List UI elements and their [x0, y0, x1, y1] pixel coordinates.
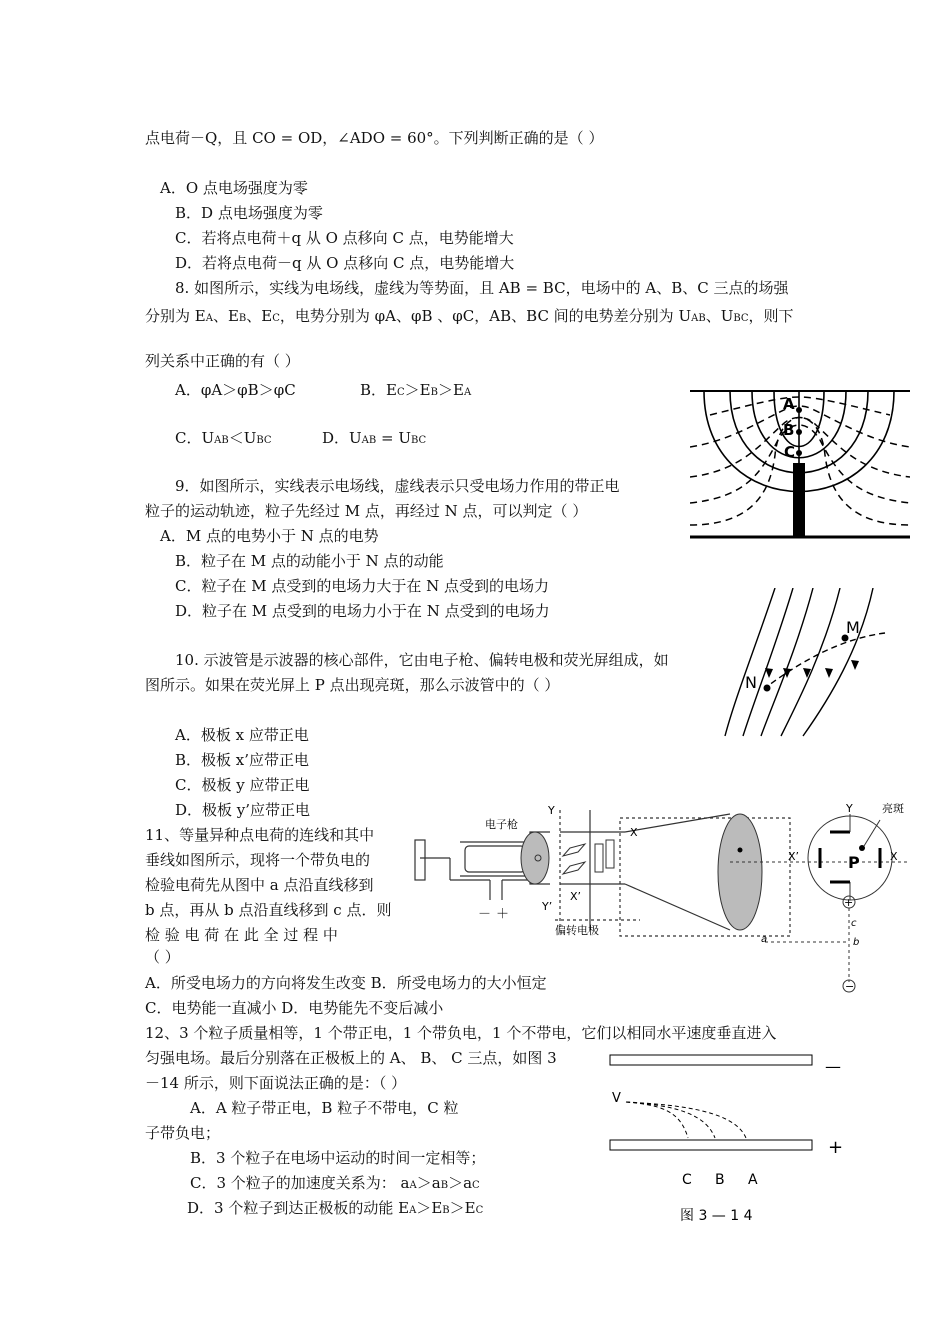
q11-stem-line2: 垂线如图所示，现将一个带负电的 [145, 851, 371, 869]
point-b-label: b [853, 937, 860, 948]
q12-stem-line3: －14 所示，则下面说法正确的是：（ ） [145, 1074, 407, 1092]
screen-y-label: Y [846, 802, 853, 815]
q9-option-c: C．粒子在 M 点受到的电场力大于在 N 点受到的电场力 [175, 577, 550, 595]
q9-option-a: A．M 点的电势小于 N 点的电势 [160, 527, 379, 545]
q7-option-a: A．O 点电场强度为零 [160, 179, 308, 197]
q10-option-c: C．极板 y 应带正电 [175, 776, 310, 794]
q8-stem-line2: 分别为 EA、EB、EC，电势分别为 φA、φB 、φC，AB、BC 间的电势差分别为 UAB、UBC，则下 [145, 307, 794, 325]
q12-option-c: C．3 个粒子的加速度关系为： aA＞aB＞aC [190, 1174, 480, 1192]
q12-stem-line1: 12、3 个粒子质量相等，1 个带正电，1 个带负电，1 个不带电，它们以相同水平速度垂直进入 [145, 1024, 777, 1042]
field-lines-figure [690, 385, 910, 547]
positive-plate-label: + [828, 1137, 844, 1158]
point-b-label: B [715, 1172, 725, 1188]
parallel-plates-figure [600, 1050, 860, 1240]
q9-stem-line2: 粒子的运动轨迹，粒子先经过 M 点，再经过 N 点，可以判定（ ） [145, 502, 588, 520]
q9-stem-line1: 9．如图所示，实线表示电场线，虚线表示只受电场力作用的带正电 [175, 477, 620, 495]
q10-option-d: D．极板 y’应带正电 [175, 801, 311, 819]
q10-option-a: A．极板 x 应带正电 [175, 726, 309, 744]
q7-option-d: D．若将点电荷－q 从 O 点移向 C 点，电势能增大 [175, 254, 515, 272]
q12-stem-line2: 匀强电场。最后分别落在正极板上的 A、 B、 C 三点，如图 3 [145, 1049, 557, 1067]
electron-gun-label: 电子枪 [485, 818, 518, 831]
screen-x-label: X [890, 850, 898, 863]
q11-options-ab: A．所受电场力的方向将发生改变 B．所受电场力的大小恒定 [145, 974, 547, 992]
screen-x-prime-label: X’ [788, 850, 800, 863]
dipole-figure [755, 890, 865, 1000]
bright-spot-label: 亮斑 [882, 802, 904, 815]
q8-stem-line3: 列关系中正确的有（ ） [145, 352, 300, 370]
q12-option-a-line2: 子带负电； [145, 1124, 221, 1142]
q11-stem-line5: 检 验 电 荷 在 此 全 过 程 中 [145, 926, 338, 944]
q7-stem-line: 点电荷－Q，且 CO = OD，∠ADO = 60°。下列判断正确的是（ ） [145, 129, 604, 147]
positive-charge-label: + [844, 896, 854, 909]
q11-options-cd: C．电势能一直减小 D．电势能先不变后减小 [145, 999, 444, 1017]
q12-option-d: D．3 个粒子到达正极板的动能 EA＞EB＞EC [187, 1199, 484, 1217]
point-b-label: B [783, 421, 795, 439]
trajectory-figure [715, 588, 895, 738]
minus-sign: － [478, 907, 492, 922]
point-m-label: M [846, 618, 860, 637]
q8-option-d: D．UAB = UBC [322, 429, 427, 447]
plus-sign: ＋ [496, 907, 510, 922]
x-prime-label: X’ [570, 890, 582, 903]
q11-stem-line6: （ ） [145, 948, 180, 966]
figure-caption: 图 3 — 1 4 [680, 1208, 753, 1224]
point-a-label: a [761, 934, 768, 945]
y-prime-label: Y’ [542, 900, 553, 913]
q9-option-b: B．粒子在 M 点的动能小于 N 点的动能 [175, 552, 444, 570]
q8-option-b: B．EC＞EB＞EA [360, 381, 472, 399]
q12-option-a-line1: A．A 粒子带正电，B 粒子不带电，C 粒 [190, 1099, 459, 1117]
velocity-label: V [612, 1091, 621, 1106]
deflection-label: 偏转电极 [555, 924, 599, 937]
point-c-label: C [784, 443, 796, 461]
q9-option-d: D．粒子在 M 点受到的电场力小于在 N 点受到的电场力 [175, 602, 550, 620]
q8-stem-line1: 8. 如图所示，实线为电场线，虚线为等势面，且 AB = BC，电场中的 A、B、C 三点的场强 [175, 279, 789, 297]
q11-stem-line3: 检验电荷先从图中 a 点沿直线移到 [145, 876, 374, 894]
q10-stem-line2: 图所示。如果在荧光屏上 P 点出现亮斑，那么示波管中的（ ） [145, 676, 560, 694]
point-c-label: C [682, 1172, 692, 1188]
q7-option-b: B．D 点电场强度为零 [175, 204, 323, 222]
point-a-label: A [748, 1172, 758, 1188]
negative-charge-label: − [845, 980, 855, 993]
point-p-label: P [848, 853, 860, 872]
q10-stem-line1: 10. 示波管是示波器的核心部件，它由电子枪、偏转电极和荧光屏组成，如 [175, 651, 669, 669]
point-n-label: N [745, 673, 757, 692]
negative-plate-label: — [825, 1057, 841, 1076]
x-label: X [630, 826, 638, 839]
q7-option-c: C．若将点电荷＋q 从 O 点移向 C 点，电势能增大 [175, 229, 514, 247]
q8-option-c: C．UAB＜UBC [175, 429, 272, 447]
q8-option-a: A．φA＞φB＞φC [175, 381, 296, 399]
q10-option-b: B．极板 x’应带正电 [175, 751, 310, 769]
q11-stem-line1: 11、等量异种点电荷的连线和其中 [145, 826, 375, 844]
point-c-label: c [851, 918, 857, 929]
q11-stem-line4: b 点，再从 b 点沿直线移到 c 点．则 [145, 901, 392, 919]
point-a-label: A [783, 395, 795, 413]
y-label: Y [548, 804, 555, 817]
q12-option-b: B．3 个粒子在电场中运动的时间一定相等； [190, 1149, 486, 1167]
